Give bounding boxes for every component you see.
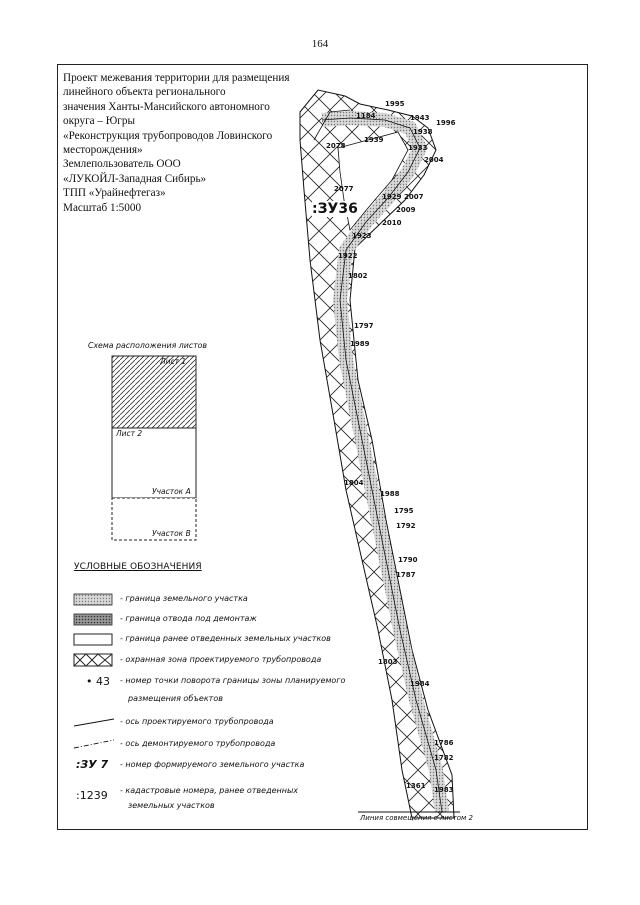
point-label: 1361 [406,782,426,790]
schema-title: Схема расположения листов [88,341,208,350]
sheet1-label: Лист 1 [160,357,187,366]
point-label: 1995 [385,100,405,108]
title-line: «Реконструкция трубопроводов Ловинского [63,129,273,142]
area-b-label: Участок В [152,529,191,538]
point-label: 1922 [338,252,358,260]
point-label: 1804 [344,479,364,487]
point-label: 2077 [334,185,354,193]
legend-item: - граница земельного участка [120,594,248,603]
title-line: значения Ханты-Мансийского автономного [63,100,270,113]
title-line: линейного объекта регионального [63,86,226,99]
legend-item-cont: размещения объектов [128,694,223,703]
legend-axis-dismantle [74,740,114,748]
point-label: 1803 [378,658,398,666]
legend-item-cont: земельных участков [128,801,215,810]
point-label: 1984 [410,680,430,688]
parcel-number-label: :ЗУ36 [312,201,358,217]
legend-item: - граница отвода под демонтаж [120,614,257,623]
point-label: 1989 [350,340,370,348]
page-number: 164 [311,38,329,50]
point-label: 1797 [354,322,374,330]
legend-parcel-symbol [74,594,112,605]
point-label: 1933 [408,144,428,152]
legend-item: - кадастровые номера, ранее отведенных [120,786,299,795]
point-label: 1790 [398,556,418,564]
title-line: месторождения» [63,144,143,157]
legend-prev-symbol [74,634,112,645]
title-line: Землепользователь ООО [63,158,181,171]
legend-item: - номер точки поворота границы зоны планируемого [120,676,346,685]
legend-dismantle-symbol [74,614,112,625]
point-label: 2010 [382,219,402,227]
legend-title: УСЛОВНЫЕ ОБОЗНАЧЕНИЯ [74,562,202,572]
point-label: 2009 [396,206,416,214]
title-line: Проект межевания территории для размещения [63,72,290,84]
point-label: 1795 [394,507,414,515]
point-label: 1923 [352,232,372,240]
legend-cadastral-symbol: :1239 [76,789,108,802]
point-label: 1996 [436,119,456,127]
legend-item: - ось демонтируемого трубопровода [120,739,276,748]
legend-axis-new [74,719,114,726]
match-line-label: Линия совмещения с листом 2 [360,814,473,822]
point-label: 1184 [356,112,376,120]
title-line: «ЛУКОЙЛ-Западная Сибирь» [63,172,207,185]
point-label: 1939 [364,136,384,144]
legend-item: - охранная зона проектируемого трубопровода [120,655,322,664]
legend-point-symbol: • 43 [86,675,110,688]
point-label: 1792 [396,522,416,530]
protection-zone [300,90,454,818]
point-label: 1943 [410,114,430,122]
sheet2-label: Лист 2 [116,429,143,438]
point-label: 1787 [396,571,416,579]
legend-item: - номер формируемого земельного участка [120,760,305,769]
legend-item: - ось проектируемого трубопровода [120,717,274,726]
point-label: 1802 [348,272,368,280]
schema-sheet1 [112,356,196,428]
point-label: 1929 [382,193,402,201]
point-label: 1988 [380,490,400,498]
point-label: 2078 [326,142,346,150]
legend-item: - граница ранее отведенных земельных участков [120,634,331,643]
point-label: 1983 [434,786,454,794]
title-line: округа – Югры [63,115,136,128]
point-label: 1786 [434,739,454,747]
legend-zu-symbol: :ЗУ 7 [76,758,109,771]
area-a-label: Участок А [152,487,191,496]
point-label: 2007 [404,193,424,201]
point-label: 1782 [434,754,454,762]
point-label: 2004 [424,156,444,164]
point-label: 1938 [413,128,433,136]
title-line: ТПП «Урайнефтегаз» [63,187,166,200]
title-line: Масштаб 1:5000 [63,201,142,214]
